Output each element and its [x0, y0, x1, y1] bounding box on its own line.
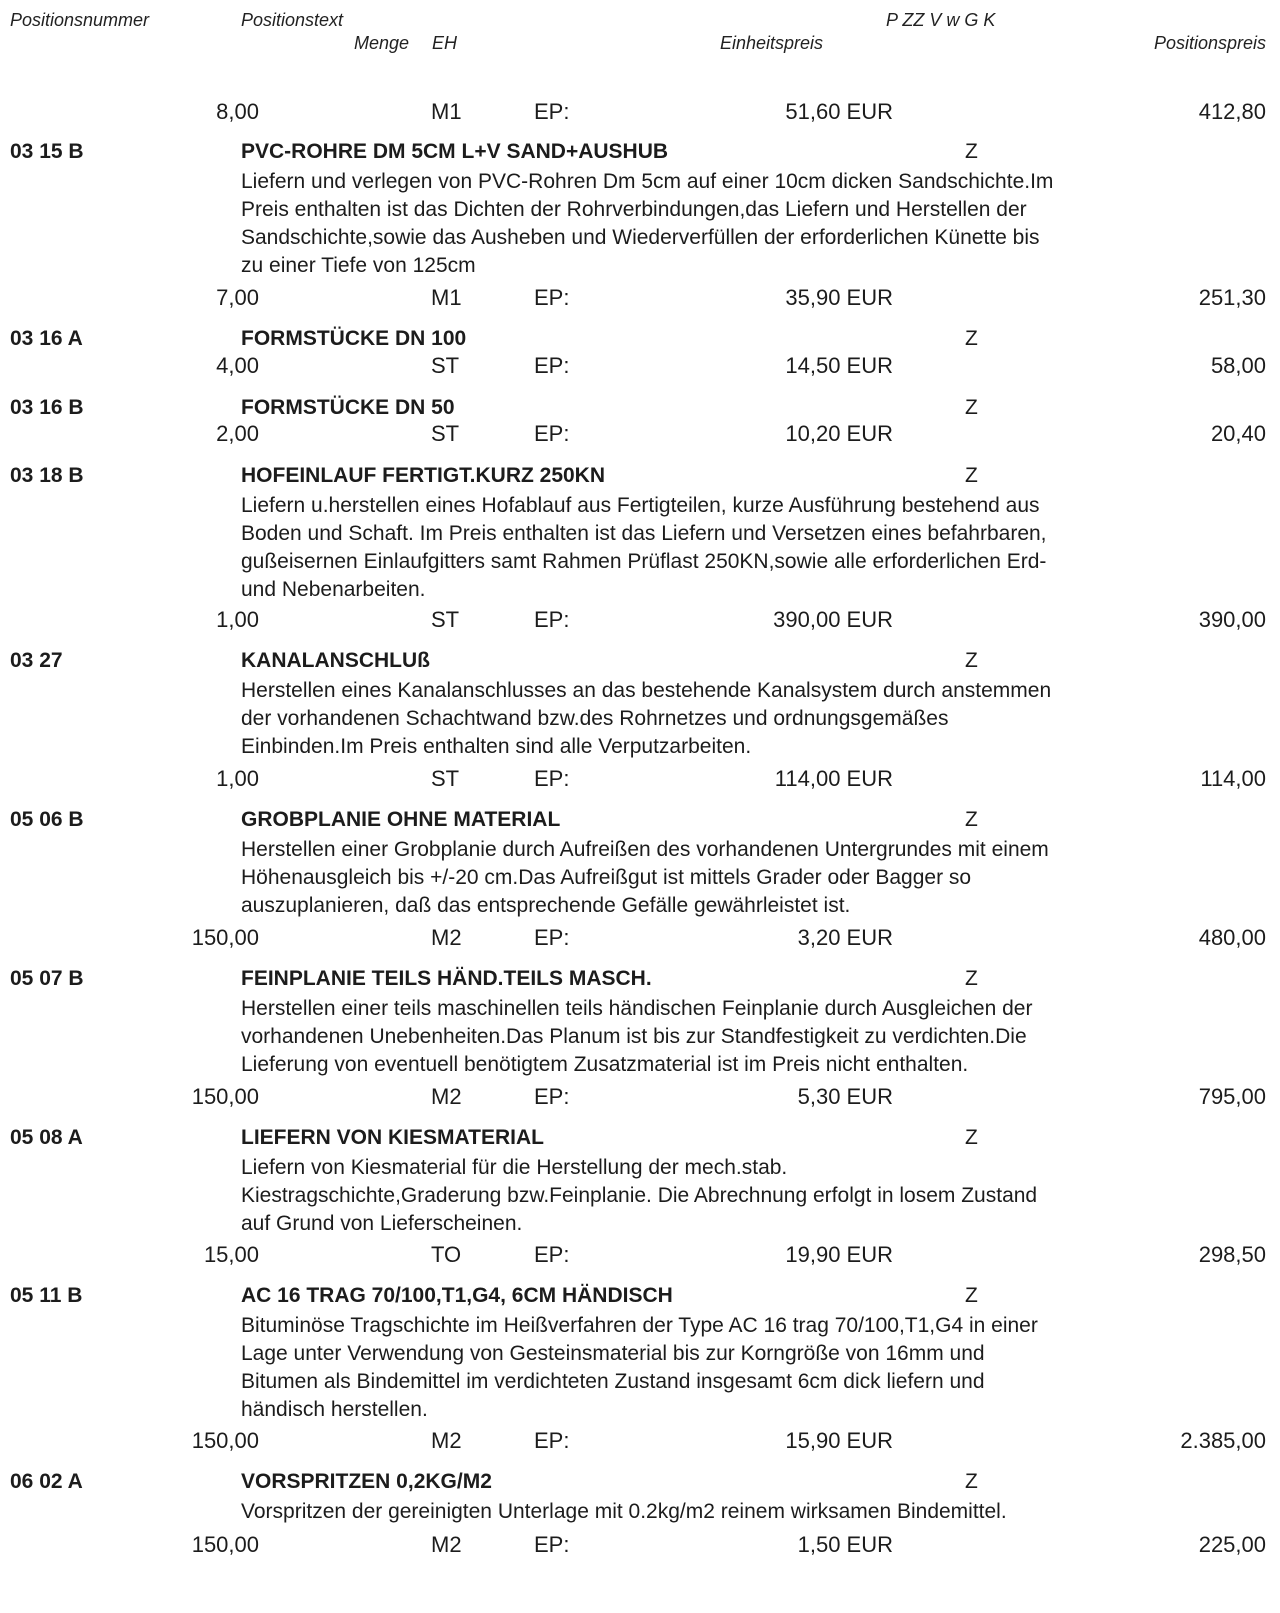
description-line: auf Grund von Lieferscheinen.	[241, 1212, 523, 1235]
unit-price-label: EP:	[534, 1428, 570, 1453]
description-line: Lieferung von eventuell benötigtem Zusatzmaterial ist im Preis nicht enthalten.	[241, 1053, 969, 1076]
unit-price-label: EP:	[534, 1242, 570, 1267]
header-unit: EH	[432, 33, 458, 53]
position-description	[241, 1154, 1171, 1238]
position-description	[241, 1498, 1171, 1526]
unit: M2	[431, 1084, 462, 1109]
position-number: 05 07 B	[10, 967, 84, 990]
unit: ST	[431, 766, 460, 791]
quantity: 150,00	[191, 925, 259, 950]
position-title: AC 16 TRAG 70/100,T1,G4, 6CM HÄNDISCH	[241, 1284, 673, 1307]
position-flag: Z	[965, 1284, 978, 1307]
position-price: 412,80	[1198, 99, 1266, 124]
unit-price-label: EP:	[534, 99, 570, 124]
description-line: zu einer Tiefe von 125cm	[241, 254, 476, 277]
position-number: 05 11 B	[10, 1284, 83, 1307]
description-line: auszuplanieren, daß das entsprechende Gefälle gewährleistet ist.	[241, 894, 851, 917]
position-price: 58,00	[1210, 353, 1266, 378]
position-title: GROBPLANIE OHNE MATERIAL	[241, 808, 561, 831]
position-description	[241, 836, 1171, 920]
position-flag: Z	[965, 1470, 978, 1493]
quantity: 1,00	[216, 607, 259, 632]
quantity-line	[0, 1532, 1280, 1562]
description-line: Kiestragschichte,Graderung bzw.Feinplanie. Die Abrechnung erfolgt in losem Zustand	[241, 1184, 1038, 1207]
quantity-line	[0, 1428, 1280, 1458]
quantity: 2,00	[216, 421, 259, 446]
position-description	[241, 168, 1171, 280]
unit-price: 114,00 EUR	[774, 766, 893, 791]
quantity: 150,00	[191, 1532, 259, 1557]
unit-price-label: EP:	[534, 1084, 570, 1109]
quantity-line	[0, 1242, 1280, 1272]
description-line: Bituminöse Tragschichte im Heißverfahren der Type AC 16 trag 70/100,T1,G4 in einer	[241, 1314, 1038, 1337]
unit: M1	[431, 99, 462, 124]
unit: ST	[431, 353, 460, 378]
position-description	[241, 995, 1171, 1079]
position-number: 03 18 B	[10, 464, 84, 487]
description-line: vorhandenen Unebenheiten.Das Planum ist bis zur Standfestigkeit zu verdichten.Die	[241, 1025, 1027, 1048]
description-line: Herstellen einer teils maschinellen teils händischen Feinplanie durch Ausgleichen der	[241, 997, 1033, 1020]
quantity-line	[0, 1084, 1280, 1114]
unit-price-label: EP:	[534, 421, 570, 446]
position-flag: Z	[965, 464, 978, 487]
position-price: 390,00	[1198, 607, 1266, 632]
description-line: Preis enthalten ist das Dichten der Rohrverbindungen,das Liefern und Herstellen der	[241, 198, 1027, 221]
quantity-line	[0, 925, 1280, 955]
position-number: 06 02 A	[10, 1470, 83, 1493]
description-line: Herstellen einer Grobplanie durch Aufreißen des vorhandenen Untergrundes mit einem	[241, 838, 1049, 861]
quantity: 15,00	[203, 1242, 259, 1267]
position-price: 298,50	[1198, 1242, 1266, 1267]
position-title: FORMSTÜCKE DN 50	[241, 396, 455, 419]
quantity: 150,00	[191, 1428, 259, 1453]
unit-price: 1,50 EUR	[797, 1532, 893, 1557]
header-position-price: Positionspreis	[1153, 33, 1266, 53]
description-line: gußeisernen Einlaufgitters samt Rahmen Prüflast 250KN,sowie alle erforderlichen Erd-	[241, 550, 1047, 573]
unit-price-label: EP:	[534, 607, 570, 632]
header-position-text: Positionstext	[241, 10, 344, 30]
position-title: LIEFERN VON KIESMATERIAL	[241, 1126, 544, 1149]
position-description	[241, 1312, 1171, 1424]
position-flag: Z	[965, 140, 978, 163]
position-title: PVC-ROHRE DM 5CM L+V SAND+AUSHUB	[241, 140, 669, 163]
position-price: 20,40	[1210, 421, 1266, 446]
unit-price: 10,20 EUR	[785, 421, 893, 446]
position-description	[241, 677, 1171, 761]
unit: ST	[431, 421, 460, 446]
description-line: der vorhandenen Schachtwand bzw.des Rohrnetzes und ordnungsgemäßes	[241, 707, 949, 730]
header-quantity: Menge	[354, 33, 410, 53]
position-price: 251,30	[1198, 285, 1266, 310]
position-flag: Z	[965, 649, 978, 672]
quantity-line	[0, 353, 1280, 383]
description-line: Liefern u.herstellen eines Hofablauf aus Fertigteilen, kurze Ausführung bestehend aus	[241, 494, 1040, 517]
description-line: Boden und Schaft. Im Preis enthalten ist das Liefern und Versetzen eines befahrbaren,	[241, 522, 1047, 545]
position-title: VORSPRITZEN 0,2KG/M2	[241, 1470, 492, 1493]
position-flag: Z	[965, 396, 978, 419]
unit-price-label: EP:	[534, 766, 570, 791]
unit-price: 19,90 EUR	[785, 1242, 893, 1267]
position-flag: Z	[965, 1126, 978, 1149]
quantity: 1,00	[216, 766, 259, 791]
position-title: FORMSTÜCKE DN 100	[241, 327, 467, 350]
position-price: 225,00	[1198, 1532, 1266, 1557]
description-line: Herstellen eines Kanalanschlusses an das bestehende Kanalsystem durch anstemmen	[241, 679, 1052, 702]
quantity-line	[0, 421, 1280, 451]
unit-price-label: EP:	[534, 353, 570, 378]
description-line: Liefern und verlegen von PVC-Rohren Dm 5cm auf einer 10cm dicken Sandschichte.Im	[241, 170, 1054, 193]
quantity: 150,00	[191, 1084, 259, 1109]
unit: M2	[431, 1532, 462, 1557]
position-number: 05 06 B	[10, 808, 84, 831]
unit: ST	[431, 607, 460, 632]
description-line: Vorspritzen der gereinigten Unterlage mit 0.2kg/m2 reinem wirksamen Bindemittel.	[241, 1500, 1007, 1523]
description-line: Höhenausgleich bis +/-20 cm.Das Aufreißgut ist mittels Grader oder Bagger so	[241, 866, 972, 889]
position-flag: Z	[965, 327, 978, 350]
description-line: händisch herstellen.	[241, 1398, 428, 1421]
position-price: 480,00	[1198, 925, 1266, 950]
unit-price: 15,90 EUR	[785, 1428, 893, 1453]
description-line: Liefern von Kiesmaterial für die Herstellung der mech.stab.	[241, 1156, 788, 1179]
header-unit-price: Einheitspreis	[720, 33, 824, 53]
description-line: und Nebenarbeiten.	[241, 578, 426, 601]
position-number: 03 16 A	[10, 327, 83, 350]
position-number: 03 16 B	[10, 396, 84, 419]
unit-price-label: EP:	[534, 925, 570, 950]
position-description	[241, 492, 1171, 604]
position-title: KANALANSCHLUß	[241, 649, 430, 672]
quantity: 8,00	[216, 99, 259, 124]
position-price: 795,00	[1198, 1084, 1266, 1109]
position-price: 2.385,00	[1180, 1428, 1266, 1453]
position-title: FEINPLANIE TEILS HÄND.TEILS MASCH.	[241, 967, 652, 990]
unit: M2	[431, 1428, 462, 1453]
unit-price: 51,60 EUR	[785, 99, 893, 124]
quantity: 7,00	[216, 285, 259, 310]
description-line: Einbinden.Im Preis enthalten sind alle Verputzarbeiten.	[241, 735, 752, 758]
description-line: Lage unter Verwendung von Gesteinsmaterial bis zur Korngröße von 16mm und	[241, 1342, 985, 1365]
position-title: HOFEINLAUF FERTIGT.KURZ 250KN	[241, 464, 606, 487]
header-flags: P ZZ V w G K	[886, 10, 996, 30]
carryover-quantity-line	[0, 99, 1280, 129]
position-flag: Z	[965, 967, 978, 990]
unit: TO	[431, 1242, 462, 1267]
position-price: 114,00	[1200, 766, 1266, 791]
description-line: Sandschichte,sowie das Ausheben und Wiederverfüllen der erforderlichen Künette bis	[241, 226, 1040, 249]
unit-price: 14,50 EUR	[785, 353, 893, 378]
quantity: 4,00	[216, 353, 259, 378]
position-flag: Z	[965, 808, 978, 831]
quantity-line	[0, 766, 1280, 796]
header-position-number: Positionsnummer	[10, 10, 150, 30]
position-number: 05 08 A	[10, 1126, 83, 1149]
position-number: 03 15 B	[10, 140, 84, 163]
unit-price: 390,00 EUR	[773, 607, 893, 632]
unit-price: 5,30 EUR	[797, 1084, 893, 1109]
unit-price-label: EP:	[534, 1532, 570, 1557]
quantity-line	[0, 285, 1280, 315]
quantity-line	[0, 607, 1280, 637]
unit-price-label: EP:	[534, 285, 570, 310]
position-number: 03 27	[10, 649, 63, 672]
unit-price: 3,20 EUR	[797, 925, 893, 950]
unit: M2	[431, 925, 462, 950]
unit-price: 35,90 EUR	[785, 285, 893, 310]
unit: M1	[431, 285, 462, 310]
description-line: Bitumen als Bindemittel im verdichteten Zustand insgesamt 6cm dick liefern und	[241, 1370, 985, 1393]
